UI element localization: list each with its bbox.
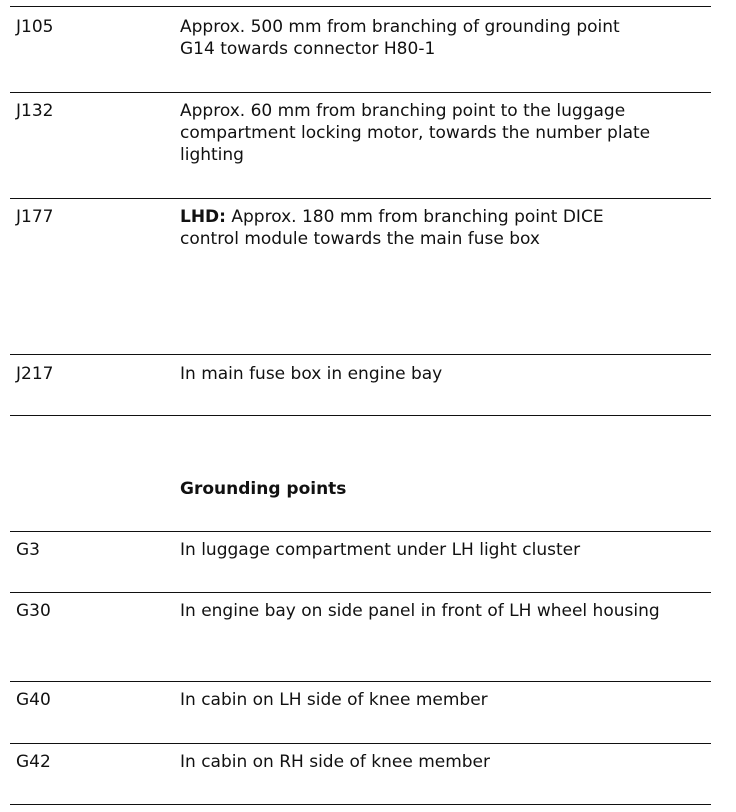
row-code: G40 — [16, 690, 51, 710]
row-description: In engine bay on side panel in front of LH wheel housing — [180, 601, 660, 621]
table-divider — [10, 743, 711, 744]
table-divider — [10, 531, 711, 532]
row-code: G30 — [16, 601, 51, 621]
row-code: G3 — [16, 540, 40, 560]
table-divider — [10, 198, 711, 199]
description-line: Approx. 60 mm from branching point to the luggage — [180, 101, 626, 121]
table-divider — [10, 681, 711, 682]
description-line: compartment locking motor, towards the number plate — [180, 123, 651, 143]
description-line: In main fuse box in engine bay — [180, 364, 443, 384]
description-line — [180, 206, 720, 228]
row-description: In luggage compartment under LH light cluster — [180, 540, 581, 560]
description-line: control module towards the main fuse box — [180, 229, 540, 249]
table-divider — [10, 415, 711, 416]
table-divider — [10, 6, 711, 7]
row-description: In cabin on LH side of knee member — [180, 690, 488, 710]
table-divider — [10, 92, 711, 93]
description-line: G14 towards connector H80-1 — [180, 39, 436, 59]
description-line: Approx. 500 mm from branching of grounding point — [180, 17, 620, 37]
row-description — [180, 16, 720, 60]
row-description — [180, 100, 720, 166]
row-description — [180, 206, 720, 250]
table-divider — [10, 354, 711, 355]
row-description — [180, 363, 720, 385]
lhd-prefix: LHD: — [180, 207, 226, 227]
description-line: lighting — [180, 145, 244, 165]
row-code: J177 — [16, 207, 54, 227]
table-divider — [10, 592, 711, 593]
row-code: J217 — [16, 364, 54, 384]
table-divider — [10, 804, 711, 805]
description-text: Approx. 180 mm from branching point DICE — [225, 207, 604, 227]
row-code: J105 — [16, 17, 54, 37]
row-code: J132 — [16, 101, 54, 121]
section-heading: Grounding points — [180, 479, 347, 499]
row-code: G42 — [16, 752, 51, 772]
row-description: In cabin on RH side of knee member — [180, 752, 491, 772]
